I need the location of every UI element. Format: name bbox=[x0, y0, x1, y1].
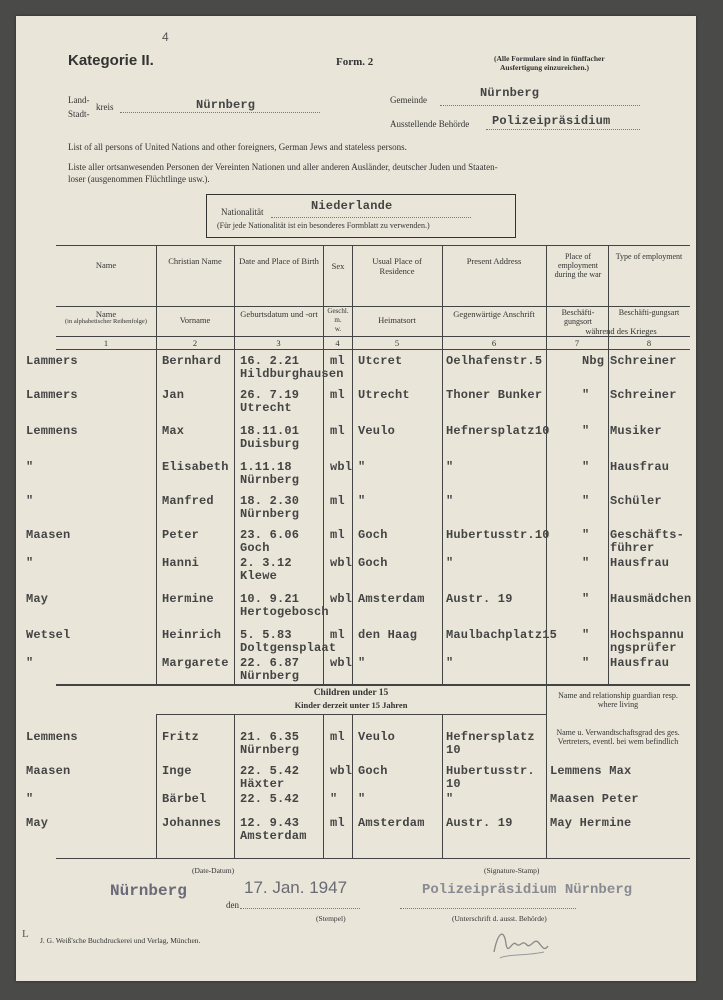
nationality-dotted-line bbox=[271, 217, 471, 218]
cell-place: " bbox=[582, 628, 590, 642]
cell-first: Heinrich bbox=[162, 628, 222, 642]
child-cell-birth1: 21. 6.35 bbox=[240, 730, 300, 744]
authority-signature-note: (Unterschrift d. ausst. Behörde) bbox=[452, 914, 547, 923]
cell-place: " bbox=[582, 592, 590, 606]
signature-label: (Signature-Stamp) bbox=[484, 866, 540, 875]
cell-name: Lemmens bbox=[26, 424, 78, 438]
cell-address: Thoner Bunker bbox=[446, 388, 543, 402]
gemeinde-value: Nürnberg bbox=[480, 86, 540, 100]
cell-birth1: 18. 2.30 bbox=[240, 494, 300, 508]
german-description-2: loser (ausgenommen Flüchtlinge usw.). bbox=[68, 174, 210, 184]
child-cell-address1: " bbox=[446, 792, 454, 806]
cell-birth1: 18.11.01 bbox=[240, 424, 300, 438]
cell-address: " bbox=[446, 460, 454, 474]
copies-note-1: (Alle Formulare sind in fünffacher bbox=[494, 54, 605, 63]
col-sex-de-3: w. bbox=[334, 325, 342, 333]
cell-birth2: Utrecht bbox=[240, 401, 292, 415]
nationality-note: (Für jede Nationalität ist ein besonderes Formblatt zu verwenden.) bbox=[217, 221, 430, 230]
printer-imprint: J. G. Weiß'sche Buchdruckerei und Verlag, München. bbox=[40, 936, 201, 945]
col-name-de-note: (in alphabetischer Reihenfolge) bbox=[65, 318, 147, 325]
english-description: List of all persons of United Nations and other foreigners, German Jews and stateless persons. bbox=[68, 142, 407, 152]
column-number: 3 bbox=[276, 338, 281, 348]
col-work-place-en: Place of employment during the war bbox=[554, 252, 602, 279]
cell-name: " bbox=[26, 494, 34, 508]
den-label: den bbox=[226, 900, 239, 910]
col-residence-en: Usual Place of Residence bbox=[372, 256, 422, 276]
form-number: Form. 2 bbox=[336, 56, 374, 68]
cell-address: Oelhafenstr.5 bbox=[446, 354, 543, 368]
cell-job1: Schreiner bbox=[610, 354, 677, 368]
cell-address: Hubertusstr.10 bbox=[446, 528, 550, 542]
cell-name: Maasen bbox=[26, 528, 71, 542]
col-work-type-en: Type of employment bbox=[615, 252, 683, 261]
cell-first: Jan bbox=[162, 388, 185, 402]
cell-sex: ml bbox=[330, 528, 345, 542]
child-cell-address1: Hefnersplatz bbox=[446, 730, 535, 744]
nationality-box bbox=[206, 194, 516, 238]
child-cell-birth2: Amsterdam bbox=[240, 829, 307, 843]
cell-birth2: Nürnberg bbox=[240, 473, 300, 487]
authority-dotted-line bbox=[486, 129, 640, 130]
col-during-war-de: während des Krieges bbox=[585, 326, 657, 336]
cell-home: Amsterdam bbox=[358, 592, 425, 606]
handwritten-signature bbox=[486, 922, 556, 962]
col-address-de: Gegenwärtige Anschrift bbox=[453, 309, 535, 319]
cell-birth2: Nürnberg bbox=[240, 669, 300, 683]
stadt-label: Stadt- bbox=[68, 109, 90, 119]
cell-home: " bbox=[358, 656, 366, 670]
cell-first: Hermine bbox=[162, 592, 214, 606]
child-cell-name: Lemmens bbox=[26, 730, 78, 744]
child-cell-sex: ml bbox=[330, 730, 345, 744]
col-sex-de-1: Geschl. bbox=[327, 307, 349, 315]
cell-birth1: 1.11.18 bbox=[240, 460, 292, 474]
cell-place: Nbg bbox=[582, 354, 605, 368]
cell-birth1: 2. 3.12 bbox=[240, 556, 292, 570]
cell-home: " bbox=[358, 494, 366, 508]
cell-first: Hanni bbox=[162, 556, 200, 570]
cell-name: " bbox=[26, 656, 34, 670]
child-cell-sex: ml bbox=[330, 816, 345, 830]
german-description-1: Liste aller ortsanwesenden Personen der Vereinten Nationen und aller anderen Ausländer, deutscher Juden und Staaten- bbox=[68, 162, 498, 172]
cell-name: Lammers bbox=[26, 388, 78, 402]
child-cell-address1: Austr. 19 bbox=[446, 816, 513, 830]
cell-place: " bbox=[582, 388, 590, 402]
authority-dotted-line-footer bbox=[400, 908, 576, 909]
cell-place: " bbox=[582, 656, 590, 670]
child-cell-birth1: 22. 5.42 bbox=[240, 792, 300, 806]
cell-first: Bernhard bbox=[162, 354, 222, 368]
kreis-label: kreis bbox=[96, 102, 114, 112]
nationality-label: Nationalität bbox=[221, 207, 264, 217]
child-cell-first: Fritz bbox=[162, 730, 200, 744]
cell-job1: Musiker bbox=[610, 424, 662, 438]
copies-note-2: Ausfertigung einzureichen.) bbox=[500, 63, 590, 72]
cell-name: " bbox=[26, 460, 34, 474]
gemeinde-dotted-line bbox=[440, 105, 640, 106]
date-label: (Date-Datum) bbox=[192, 866, 235, 875]
child-cell-home: Amsterdam bbox=[358, 816, 425, 830]
nationality-value: Niederlande bbox=[311, 199, 393, 213]
cell-sex: wbl bbox=[330, 460, 353, 474]
cell-birth2: Nürnberg bbox=[240, 507, 300, 521]
authority-label: Ausstellende Behörde bbox=[390, 119, 470, 129]
col-work-type-de: Beschäfti-gungsart bbox=[618, 308, 680, 317]
authority-value: Polizeipräsidium bbox=[492, 114, 611, 128]
place-stamp: Nürnberg bbox=[110, 882, 187, 900]
cell-job1: Hausfrau bbox=[610, 556, 670, 570]
cell-sex: wbl bbox=[330, 656, 353, 670]
cell-birth2: Hertogebosch bbox=[240, 605, 329, 619]
child-cell-first: Inge bbox=[162, 764, 192, 778]
authority-stamp: Polizeipräsidium Nürnberg bbox=[422, 882, 633, 898]
col-residence-de: Heimatsort bbox=[378, 315, 416, 325]
child-cell-guardian: Maasen Peter bbox=[550, 792, 639, 806]
cell-birth2: Goch bbox=[240, 541, 270, 555]
cell-place: " bbox=[582, 556, 590, 570]
cell-sex: wbl bbox=[330, 592, 353, 606]
column-number: 2 bbox=[192, 338, 198, 348]
cell-job1: Schüler bbox=[610, 494, 662, 508]
cell-sex: ml bbox=[330, 628, 345, 642]
child-cell-name: " bbox=[26, 792, 34, 806]
cell-address: Maulbachplatz15 bbox=[446, 628, 558, 642]
child-cell-first: Johannes bbox=[162, 816, 222, 830]
column-number: 4 bbox=[335, 338, 340, 348]
cell-place: " bbox=[582, 460, 590, 474]
col-first-en: Christian Name bbox=[168, 256, 222, 266]
col-first-de: Vorname bbox=[179, 315, 211, 325]
cell-birth2: Hildburghausen bbox=[240, 367, 344, 381]
child-cell-name: May bbox=[26, 816, 49, 830]
column-number: 5 bbox=[394, 338, 400, 348]
children-title-de: Kinder derzeit unter 15 Jahren bbox=[294, 700, 408, 710]
column-number: 8 bbox=[646, 338, 652, 348]
col-sex-de-2: m. bbox=[334, 316, 342, 324]
cell-name: May bbox=[26, 592, 49, 606]
cell-birth1: 26. 7.19 bbox=[240, 388, 300, 402]
cell-birth1: 23. 6.06 bbox=[240, 528, 300, 542]
cell-place: " bbox=[582, 494, 590, 508]
cell-job1: Hausfrau bbox=[610, 656, 670, 670]
cell-sex: wbl bbox=[330, 556, 353, 570]
child-cell-birth1: 22. 5.42 bbox=[240, 764, 300, 778]
cell-birth1: 10. 9.21 bbox=[240, 592, 300, 606]
cell-name: Lammers bbox=[26, 354, 78, 368]
gemeinde-label: Gemeinde bbox=[390, 95, 427, 105]
cell-home: Utrecht bbox=[358, 388, 410, 402]
cell-place: " bbox=[582, 424, 590, 438]
form-category-title: Kategorie II. bbox=[68, 52, 154, 69]
child-cell-guardian: May Hermine bbox=[550, 816, 632, 830]
cell-job1: Schreiner bbox=[610, 388, 677, 402]
cell-name: " bbox=[26, 556, 34, 570]
cell-first: Max bbox=[162, 424, 185, 438]
cell-job1: Hausfrau bbox=[610, 460, 670, 474]
land-label: Land- bbox=[68, 95, 90, 105]
child-cell-home: Veulo bbox=[358, 730, 396, 744]
cell-job1: Hochspannu bbox=[610, 628, 685, 642]
child-cell-first: Bärbel bbox=[162, 792, 207, 806]
cell-home: Veulo bbox=[358, 424, 396, 438]
child-cell-sex: " bbox=[330, 792, 338, 806]
cell-birth2: Doltgensplaat bbox=[240, 641, 337, 655]
child-cell-home: " bbox=[358, 792, 366, 806]
child-cell-birth1: 12. 9.43 bbox=[240, 816, 300, 830]
column-number: 1 bbox=[103, 338, 109, 348]
corner-mark: L bbox=[22, 928, 29, 940]
column-number: 7 bbox=[574, 338, 580, 348]
child-cell-birth2: Häxter bbox=[240, 777, 285, 791]
cell-place: " bbox=[582, 528, 590, 542]
cell-birth2: Duisburg bbox=[240, 437, 300, 451]
cell-address: Hefnersplatz10 bbox=[446, 424, 550, 438]
child-cell-birth2: Nürnberg bbox=[240, 743, 300, 757]
col-work-place-de: Beschäfti-gungsort bbox=[561, 308, 595, 326]
child-cell-address2: 10 bbox=[446, 743, 461, 757]
column-number: 6 bbox=[491, 338, 497, 348]
child-cell-guardian: Lemmens Max bbox=[550, 764, 632, 778]
cell-home: Goch bbox=[358, 556, 388, 570]
cell-job1: Geschäfts- bbox=[610, 528, 685, 542]
cell-first: Manfred bbox=[162, 494, 214, 508]
cell-first: Peter bbox=[162, 528, 200, 542]
form-sheet bbox=[16, 16, 696, 981]
cell-home: Goch bbox=[358, 528, 388, 542]
children-title-en: Children under 15 bbox=[313, 688, 389, 698]
page-number: 4 bbox=[162, 30, 169, 44]
col-name-de: Name bbox=[95, 309, 117, 319]
cell-birth2: Klewe bbox=[240, 569, 278, 583]
cell-birth1: 5. 5.83 bbox=[240, 628, 292, 642]
child-cell-home: Goch bbox=[358, 764, 388, 778]
child-cell-address2: 10 bbox=[446, 777, 461, 791]
cell-address: " bbox=[446, 556, 454, 570]
cell-birth1: 22. 6.87 bbox=[240, 656, 300, 670]
kreis-dotted-line bbox=[120, 112, 320, 113]
cell-address: Austr. 19 bbox=[446, 592, 513, 606]
cell-name: Wetsel bbox=[26, 628, 71, 642]
cell-job2: führer bbox=[610, 541, 655, 555]
col-birth-en: Date and Place of Birth bbox=[239, 256, 319, 266]
cell-job2: ngsprüfer bbox=[610, 641, 677, 655]
guardian-col-de: Name u. Verwandtschaftsgrad des ges. Vertreters, eventl. bei wem befindlich bbox=[556, 728, 680, 746]
child-cell-address1: Hubertusstr. bbox=[446, 764, 535, 778]
col-sex-en: Sex bbox=[331, 261, 345, 271]
col-birth-de: Geburtsdatum und -ort bbox=[240, 309, 318, 319]
kreis-value: Nürnberg bbox=[196, 98, 256, 112]
child-cell-sex: wbl bbox=[330, 764, 353, 778]
cell-first: Elisabeth bbox=[162, 460, 229, 474]
cell-birth1: 16. 2.21 bbox=[240, 354, 300, 368]
cell-address: " bbox=[446, 494, 454, 508]
col-address-en: Present Address bbox=[466, 256, 522, 266]
cell-sex: ml bbox=[330, 494, 345, 508]
cell-home: Utcret bbox=[358, 354, 403, 368]
guardian-col-en: Name and relationship guardian resp. where living bbox=[558, 691, 678, 709]
stamp-label: (Stempel) bbox=[316, 914, 346, 923]
cell-home: den Haag bbox=[358, 628, 418, 642]
cell-first: Margarete bbox=[162, 656, 229, 670]
date-stamp: 17. Jan. 1947 bbox=[244, 878, 348, 897]
cell-job1: Hausmädchen bbox=[610, 592, 692, 606]
cell-sex: ml bbox=[330, 354, 345, 368]
cell-sex: ml bbox=[330, 388, 345, 402]
col-name-en: Name bbox=[95, 260, 117, 270]
cell-sex: ml bbox=[330, 424, 345, 438]
cell-home: " bbox=[358, 460, 366, 474]
child-cell-name: Maasen bbox=[26, 764, 71, 778]
date-dotted-line bbox=[240, 908, 360, 909]
cell-address: " bbox=[446, 656, 454, 670]
